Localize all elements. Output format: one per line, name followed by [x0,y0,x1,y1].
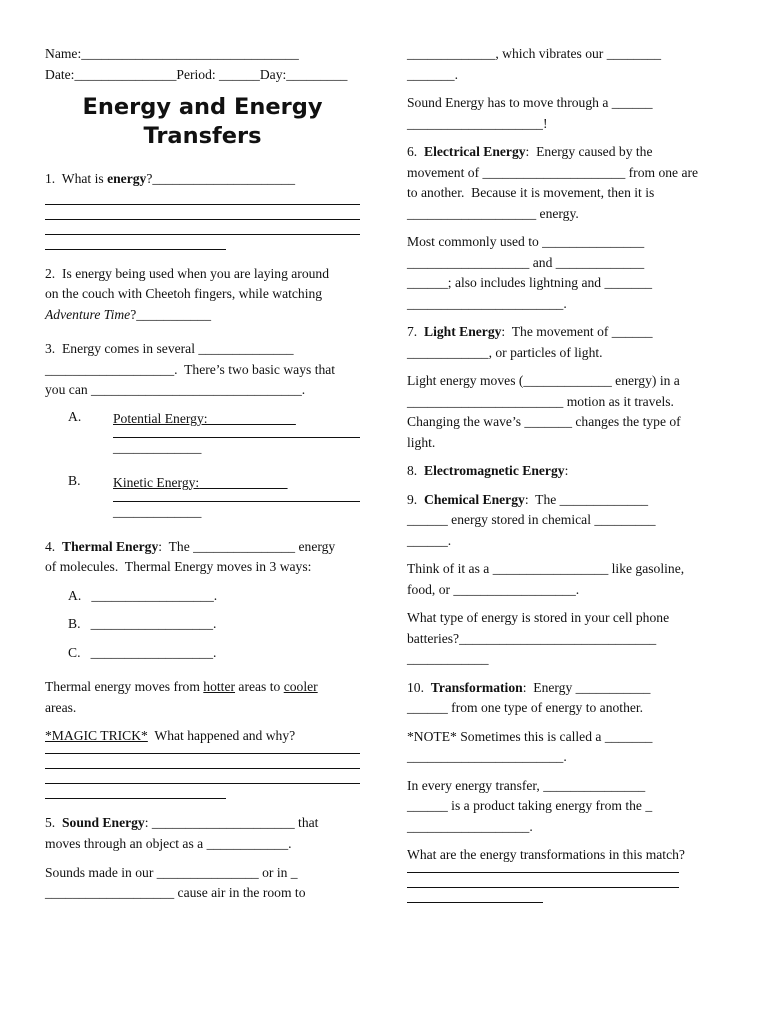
light-line: _______________________ motion as it travels. [407,393,674,409]
note-line: *NOTE* Sometimes this is called a _______ [407,728,653,744]
think-line: Think of it as a _________________ like gasoline, [407,561,685,576]
question-3-line: 3. Energy comes in several ______________ [45,341,294,356]
potential-energy-label: Potential Energy: [113,410,208,426]
answer-blank[interactable]: _____________ [113,504,202,519]
light-energy-term: Light Energy [424,324,502,339]
question-3-line: you can _______________________________. [45,382,306,397]
sound-energy-term: Sound Energy [62,814,145,830]
sound-continued-line: _____________, which vibrates our ________ [407,46,662,61]
transfer-line: __________________. [407,818,533,834]
common-use-line: ______; also includes lightning and _______ [407,275,653,290]
question-9-line: ______. [407,532,452,548]
sound-continued-line: _______. [407,66,458,82]
date-period-day-field[interactable]: Date:_______________Period: ______Day:_________ [45,66,348,82]
sound-move-line: Sound Energy has to move through a ______ [407,95,653,110]
transfer-line: In every energy transfer, _______________ [407,777,646,793]
transformation-term: Transformation [430,679,523,695]
kinetic-energy-label: Kinetic Energy: [113,474,200,490]
question-1: 1. What is energy?_____________________ [45,171,296,186]
question-10-line: ______ from one type of energy to another. [407,700,644,715]
common-use-line: Most commonly used to _______________ [407,234,645,249]
question-5-line: moves through an object as a ____________. [45,836,292,851]
match-question: What are the energy transformations in this match? [407,847,685,862]
thermal-way-c[interactable]: C. __________________. [68,644,217,660]
answer-line[interactable] [407,873,679,888]
question-6-line: ___________________ energy. [407,205,579,221]
thermal-way-b[interactable]: B. __________________. [68,616,217,631]
question-5-line: 5. Sound Energy: _____________________ that [45,814,319,830]
potential-energy-item: A. Potential Energy: _____________ [45,409,360,459]
question-4-line: of molecules. Thermal Energy moves in 3 ways: [45,559,312,574]
answer-blank-1[interactable]: ?_____________________ [146,171,296,186]
answer-blank-2[interactable]: ?___________ [130,306,212,322]
thermal-moves-line: Thermal energy moves from hotter areas to cooler [45,679,318,694]
magic-trick-label: *MAGIC TRICK* [45,728,148,743]
light-line: Light energy moves (_____________ energy) in a [407,373,680,388]
question-4-line: 4. Thermal Energy: The _______________ energy [45,538,336,554]
question-9-line: 9. Chemical Energy: The _____________ [407,491,649,507]
common-use-line: __________________ and _____________ [407,254,645,270]
answer-blank[interactable] [199,475,287,490]
answer-blank[interactable]: _____________ [113,440,202,455]
thermal-areas-line: areas. [45,699,77,715]
question-9-line: ______ energy stored in chemical _________ [407,512,656,527]
question-2-line: on the couch with Cheetoh fingers, while watching [45,286,323,301]
think-line: food, or __________________. [407,581,580,597]
question-8-line: 8. Electromagnetic Energy: [407,463,569,478]
answer-line[interactable] [45,190,360,205]
question-6-line: to another. Because it is movement, then it is [407,185,655,200]
page-title: Energy and Energy Transfers [82,94,323,149]
right-column [407,44,719,903]
phone-line[interactable]: batteries?_____________________________ [407,630,657,646]
answer-blank[interactable] [208,411,296,426]
name-field[interactable]: Name:________________________________ [45,46,299,61]
light-line: light. [407,434,436,450]
question-10-line: 10. Transformation: Energy ___________ [407,679,651,695]
transfer-line: ______ is a product taking energy from the _ [407,798,653,813]
phone-line: What type of energy is stored in your cell phone [407,610,670,625]
answer-line[interactable] [45,205,360,220]
kinetic-energy-item: B. Kinetic Energy: _____________ [45,473,360,523]
answer-line[interactable] [45,784,226,799]
question-6-line: 6. Electrical Energy: Energy caused by the [407,144,653,159]
question-7-line: 7. Light Energy: The movement of ______ [407,324,653,339]
answer-line[interactable] [45,235,226,250]
question-5-line: Sounds made in our _______________ or in _ [45,864,298,880]
question-2-line [45,305,360,326]
energy-term: energy [107,171,147,186]
answer-line[interactable] [45,754,360,769]
answer-line[interactable] [45,220,360,235]
light-line: Changing the wave’s _______ changes the type of [407,414,681,429]
thermal-way-a[interactable]: A. __________________. [68,587,218,603]
common-use-line: _______________________. [407,295,567,311]
question-5-line: ___________________ cause air in the room to [45,885,306,900]
chemical-energy-term: Chemical Energy [424,491,525,507]
sound-move-line: ____________________! [407,115,548,131]
electromagnetic-energy-term: Electromagnetic Energy [424,463,565,478]
question-7-line: ____________, or particles of light. [407,344,603,360]
magic-trick-line: *MAGIC TRICK* What happened and why? [45,728,296,743]
electrical-energy-term: Electrical Energy [424,144,526,159]
question-2-line: 2. Is energy being used when you are laying around [45,265,330,281]
left-column [45,44,360,904]
answer-line[interactable] [45,769,360,784]
answer-line[interactable] [407,888,543,903]
question-3-line: ___________________. There’s two basic ways that [45,361,336,377]
note-line: _______________________. [407,749,567,764]
show-title: Adventure Time [45,306,131,322]
question-6-line: movement of _____________________ from one are [407,164,699,180]
phone-line[interactable]: ____________ [407,651,489,666]
thermal-energy-term: Thermal Energy [62,538,159,554]
